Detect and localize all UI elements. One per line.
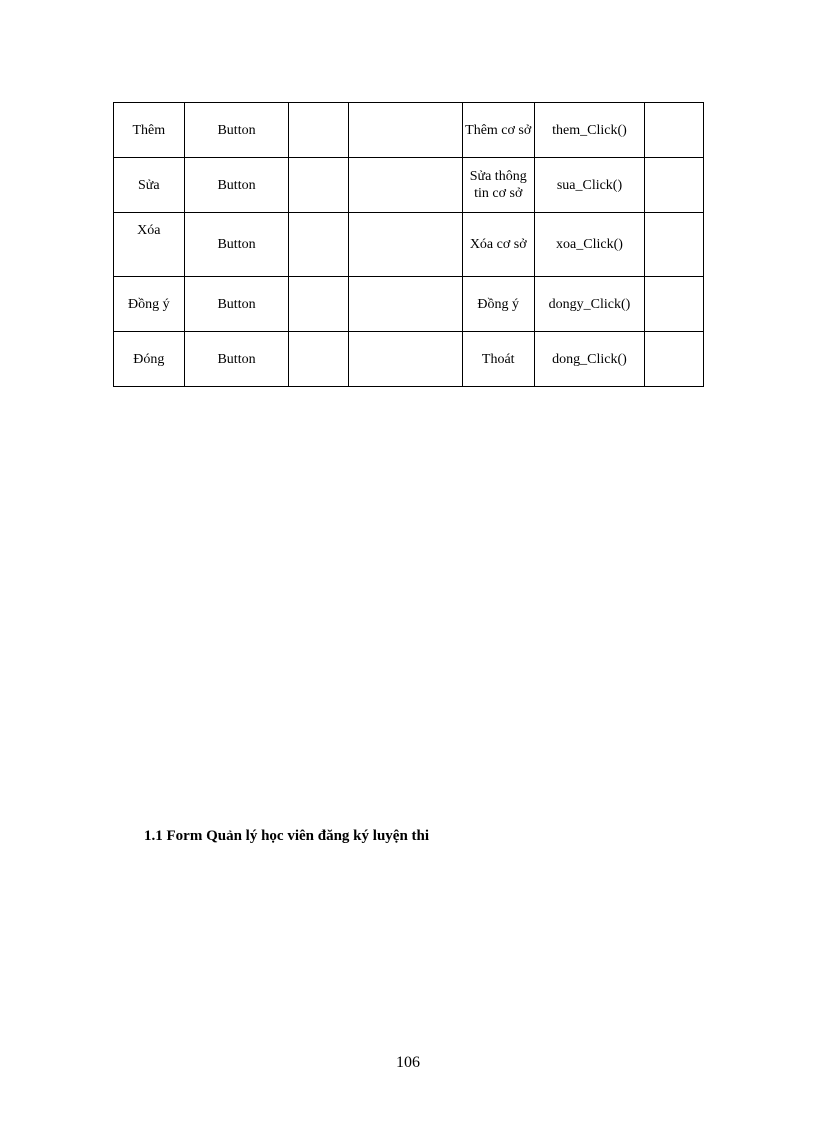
empty-cell [645,213,704,277]
section-heading: 1.1 Form Quản lý học viên đăng ký luyện thi [144,828,430,844]
empty-cell [348,277,462,332]
control-name-cell: Đồng ý [114,277,185,332]
description-cell: Đồng ý [462,277,534,332]
control-name-cell: Thêm [114,103,185,158]
empty-cell [645,103,704,158]
table-row [114,158,704,213]
control-type-cell: Button [184,103,289,158]
table-row [114,213,704,277]
control-name-cell: Xóa [114,213,185,277]
page-number: 106 [396,1054,420,1071]
description-cell: Thêm cơ sở [462,103,534,158]
control-type-cell: Button [184,277,289,332]
empty-cell [289,332,349,387]
handler-cell: sua_Click() [534,158,645,213]
empty-cell [645,158,704,213]
empty-cell [645,332,704,387]
control-name-cell: Đóng [114,332,185,387]
description-cell: Xóa cơ sở [462,213,534,277]
table-row [114,332,704,387]
control-type-cell: Button [184,158,289,213]
handler-cell: dong_Click() [534,332,645,387]
empty-cell [348,158,462,213]
description-cell: Sửa thông tin cơ sở [462,158,534,213]
empty-cell [289,277,349,332]
table-row [114,277,704,332]
empty-cell [348,103,462,158]
empty-cell [289,213,349,277]
empty-cell [289,158,349,213]
empty-cell [289,103,349,158]
handler-cell: xoa_Click() [534,213,645,277]
control-name-cell: Sửa [114,158,185,213]
handler-cell: them_Click() [534,103,645,158]
table-row [114,103,704,158]
controls-table [113,102,704,387]
description-cell: Thoát [462,332,534,387]
control-type-cell: Button [184,213,289,277]
empty-cell [348,332,462,387]
empty-cell [645,277,704,332]
empty-cell [348,213,462,277]
handler-cell: dongy_Click() [534,277,645,332]
control-type-cell: Button [184,332,289,387]
